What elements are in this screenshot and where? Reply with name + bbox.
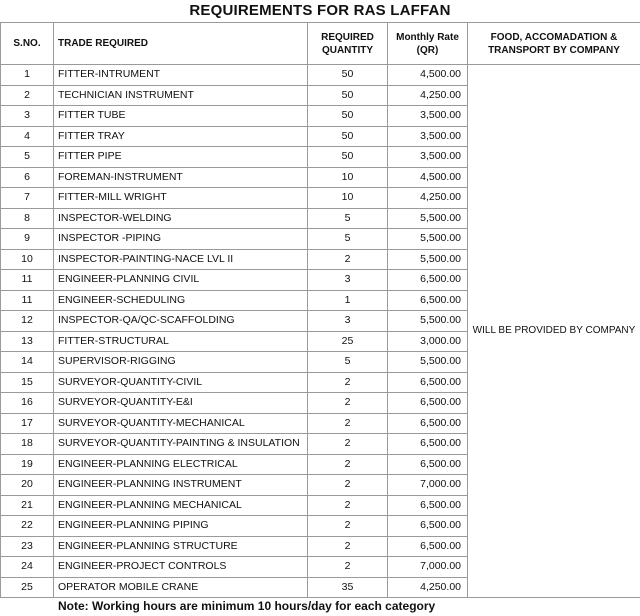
row-sno: 11	[1, 270, 54, 291]
row-monthly-rate: 4,500.00	[388, 65, 468, 86]
row-trade: FITTER TRAY	[54, 126, 308, 147]
row-quantity: 2	[308, 434, 388, 455]
row-monthly-rate: 4,250.00	[388, 577, 468, 598]
row-trade: FOREMAN-INSTRUMENT	[54, 167, 308, 188]
row-trade: ENGINEER-PLANNING CIVIL	[54, 270, 308, 291]
header-sno: S.NO.	[1, 23, 54, 65]
row-trade: INSPECTOR-PAINTING-NACE LVL II	[54, 249, 308, 270]
row-quantity: 25	[308, 331, 388, 352]
row-sno: 8	[1, 208, 54, 229]
row-monthly-rate: 5,500.00	[388, 229, 468, 250]
row-quantity: 3	[308, 311, 388, 332]
row-sno: 5	[1, 147, 54, 168]
row-trade: SURVEYOR-QUANTITY-MECHANICAL	[54, 413, 308, 434]
row-sno: 23	[1, 536, 54, 557]
row-sno: 22	[1, 516, 54, 537]
row-sno: 12	[1, 311, 54, 332]
row-sno: 7	[1, 188, 54, 209]
row-trade: ENGINEER-PLANNING STRUCTURE	[54, 536, 308, 557]
footnote: Note: Working hours are minimum 10 hours/day for each category	[58, 599, 436, 613]
row-quantity: 50	[308, 126, 388, 147]
header-rate: Monthly Rate (QR)	[388, 23, 468, 65]
row-trade: SURVEYOR-QUANTITY-E&I	[54, 393, 308, 414]
row-quantity: 2	[308, 516, 388, 537]
row-sno: 10	[1, 249, 54, 270]
row-trade: ENGINEER-PROJECT CONTROLS	[54, 557, 308, 578]
row-monthly-rate: 6,500.00	[388, 454, 468, 475]
row-monthly-rate: 5,500.00	[388, 249, 468, 270]
row-trade: FITTER TUBE	[54, 106, 308, 127]
row-sno: 13	[1, 331, 54, 352]
header-trade: TRADE REQUIRED	[54, 23, 308, 65]
row-sno: 16	[1, 393, 54, 414]
row-sno: 24	[1, 557, 54, 578]
row-quantity: 5	[308, 208, 388, 229]
row-quantity: 2	[308, 454, 388, 475]
row-sno: 15	[1, 372, 54, 393]
row-trade: ENGINEER-PLANNING PIPING	[54, 516, 308, 537]
row-quantity: 2	[308, 393, 388, 414]
row-monthly-rate: 4,250.00	[388, 85, 468, 106]
header-quantity: REQUIRED QUANTITY	[308, 23, 388, 65]
row-trade: ENGINEER-SCHEDULING	[54, 290, 308, 311]
row-sno: 4	[1, 126, 54, 147]
row-monthly-rate: 3,500.00	[388, 106, 468, 127]
row-trade: FITTER PIPE	[54, 147, 308, 168]
row-trade: FITTER-INTRUMENT	[54, 65, 308, 86]
header-benefits: FOOD, ACCOMADATION & TRANSPORT BY COMPANY	[468, 23, 640, 65]
row-trade: FITTER-MILL WRIGHT	[54, 188, 308, 209]
table-body	[1, 65, 640, 598]
row-quantity: 2	[308, 557, 388, 578]
row-monthly-rate: 6,500.00	[388, 536, 468, 557]
row-quantity: 2	[308, 413, 388, 434]
table-row	[1, 65, 640, 86]
row-sno: 21	[1, 495, 54, 516]
row-monthly-rate: 3,500.00	[388, 126, 468, 147]
row-monthly-rate: 4,250.00	[388, 188, 468, 209]
row-monthly-rate: 5,500.00	[388, 352, 468, 373]
row-trade: SUPERVISOR-RIGGING	[54, 352, 308, 373]
row-sno: 25	[1, 577, 54, 598]
row-monthly-rate: 6,500.00	[388, 290, 468, 311]
row-quantity: 2	[308, 475, 388, 496]
row-quantity: 50	[308, 85, 388, 106]
row-quantity: 50	[308, 147, 388, 168]
row-quantity: 5	[308, 229, 388, 250]
row-sno: 20	[1, 475, 54, 496]
row-quantity: 50	[308, 65, 388, 86]
benefits-note: WILL BE PROVIDED BY COMPANY	[468, 65, 640, 598]
row-trade: ENGINEER-PLANNING MECHANICAL	[54, 495, 308, 516]
row-monthly-rate: 6,500.00	[388, 434, 468, 455]
row-monthly-rate: 7,000.00	[388, 557, 468, 578]
row-trade: INSPECTOR -PIPING	[54, 229, 308, 250]
row-trade: INSPECTOR-WELDING	[54, 208, 308, 229]
row-sno: 11	[1, 290, 54, 311]
row-monthly-rate: 6,500.00	[388, 372, 468, 393]
row-quantity: 2	[308, 249, 388, 270]
row-sno: 18	[1, 434, 54, 455]
row-quantity: 2	[308, 372, 388, 393]
row-quantity: 3	[308, 270, 388, 291]
row-sno: 2	[1, 85, 54, 106]
row-trade: SURVEYOR-QUANTITY-PAINTING & INSULATION	[54, 434, 308, 455]
row-quantity: 2	[308, 536, 388, 557]
row-sno: 3	[1, 106, 54, 127]
page-title: REQUIREMENTS FOR RAS LAFFAN	[189, 2, 451, 19]
row-quantity: 2	[308, 495, 388, 516]
row-sno: 9	[1, 229, 54, 250]
row-trade: SURVEYOR-QUANTITY-CIVIL	[54, 372, 308, 393]
row-trade: OPERATOR MOBILE CRANE	[54, 577, 308, 598]
row-quantity: 1	[308, 290, 388, 311]
row-monthly-rate: 6,500.00	[388, 495, 468, 516]
row-trade: TECHNICIAN INSTRUMENT	[54, 85, 308, 106]
row-sno: 14	[1, 352, 54, 373]
row-monthly-rate: 6,500.00	[388, 516, 468, 537]
row-monthly-rate: 6,500.00	[388, 413, 468, 434]
row-trade: INSPECTOR-QA/QC-SCAFFOLDING	[54, 311, 308, 332]
row-monthly-rate: 6,500.00	[388, 270, 468, 291]
table-header-row	[1, 23, 640, 65]
requirements-table	[0, 22, 640, 598]
row-quantity: 5	[308, 352, 388, 373]
row-monthly-rate: 7,000.00	[388, 475, 468, 496]
row-monthly-rate: 4,500.00	[388, 167, 468, 188]
row-monthly-rate: 3,500.00	[388, 147, 468, 168]
row-trade: ENGINEER-PLANNING INSTRUMENT	[54, 475, 308, 496]
row-quantity: 10	[308, 167, 388, 188]
row-sno: 1	[1, 65, 54, 86]
row-sno: 17	[1, 413, 54, 434]
row-trade: FITTER-STRUCTURAL	[54, 331, 308, 352]
row-monthly-rate: 3,000.00	[388, 331, 468, 352]
row-quantity: 50	[308, 106, 388, 127]
row-sno: 19	[1, 454, 54, 475]
row-monthly-rate: 6,500.00	[388, 393, 468, 414]
row-sno: 6	[1, 167, 54, 188]
row-trade: ENGINEER-PLANNING ELECTRICAL	[54, 454, 308, 475]
row-monthly-rate: 5,500.00	[388, 208, 468, 229]
row-quantity: 10	[308, 188, 388, 209]
row-monthly-rate: 5,500.00	[388, 311, 468, 332]
row-quantity: 35	[308, 577, 388, 598]
